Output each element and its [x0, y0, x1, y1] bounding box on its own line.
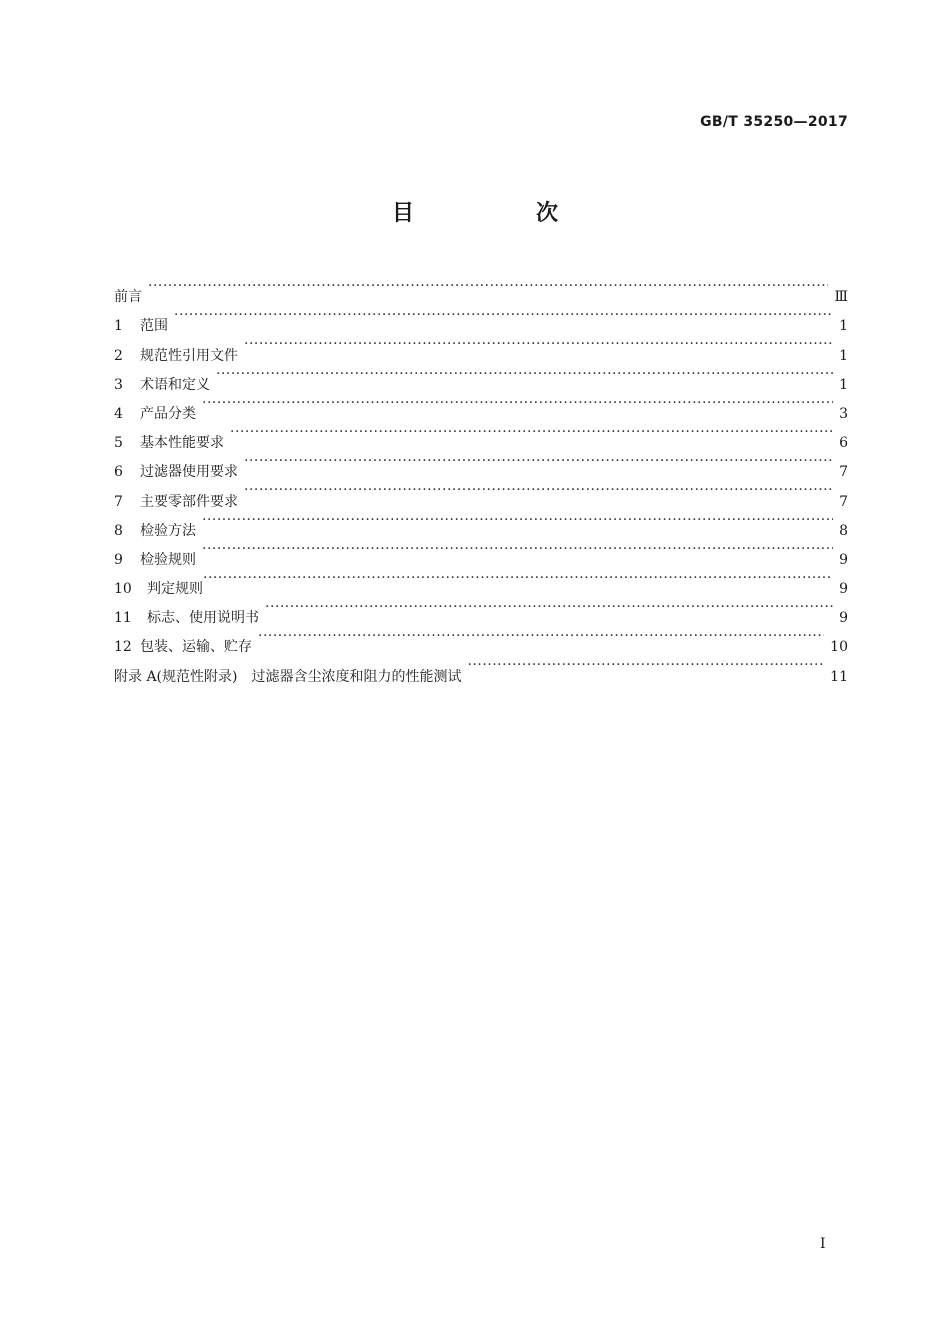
toc-entry-title: 范围 — [140, 318, 168, 335]
toc-leader-dots — [148, 272, 828, 301]
toc-entry-11[interactable] — [114, 593, 848, 627]
toc-entry-title: 检验方法 — [140, 522, 196, 539]
toc-entry-page: Ⅲ — [834, 289, 848, 306]
toc-entry-number: 4 — [114, 405, 123, 422]
toc-leader-dots — [244, 330, 833, 359]
toc-leader-dots — [202, 389, 833, 418]
toc-entry-title: 规范性引用文件 — [140, 347, 238, 364]
toc-entry-title: 检验规则 — [140, 551, 196, 568]
toc-leader-dots — [258, 622, 824, 651]
toc-leader-dots — [244, 447, 833, 476]
toc-entry-page: 3 — [839, 405, 848, 422]
toc-entry-number: 1 — [114, 318, 123, 335]
toc-entry-page: 9 — [839, 581, 848, 598]
toc-entry-title: 基本性能要求 — [140, 435, 224, 452]
toc-entry-page: 9 — [839, 610, 848, 627]
toc-entry-1[interactable] — [114, 301, 848, 335]
toc-entry-page: 1 — [839, 318, 848, 335]
toc-entry-10[interactable] — [114, 564, 848, 598]
toc-entry-number: 5 — [114, 435, 123, 452]
toc-entry-number: 12 — [114, 639, 132, 656]
toc-entry-number: 6 — [114, 464, 123, 481]
toc-entry-page: 8 — [839, 522, 848, 539]
toc-entry-title: 标志、使用说明书 — [147, 610, 259, 627]
toc-entry-number: 9 — [114, 551, 123, 568]
toc-leader-dots — [467, 651, 824, 680]
standard-code: GB/T 35250—2017 — [700, 114, 848, 130]
toc-entry-2[interactable] — [114, 330, 848, 364]
toc-entry-page: 11 — [830, 668, 848, 685]
toc-entry-title: 判定规则 — [147, 581, 203, 598]
toc-entry-foreword[interactable] — [114, 272, 848, 306]
toc-leader-dots — [265, 593, 833, 622]
toc-entry-page: 10 — [830, 639, 848, 656]
toc-leader-dots — [230, 418, 833, 447]
toc-entry-page: 7 — [839, 493, 848, 510]
toc-entry-page: 1 — [839, 376, 848, 393]
toc-leader-dots — [174, 301, 833, 330]
toc-entry-page: 9 — [839, 551, 848, 568]
toc-leader-dots — [202, 535, 833, 564]
toc-leader-dots — [244, 476, 833, 505]
toc-entry-9[interactable] — [114, 535, 848, 568]
toc-entry-page: 7 — [839, 464, 848, 481]
toc-entry-title: 过滤器使用要求 — [140, 464, 238, 481]
toc-entry-title: 术语和定义 — [140, 376, 210, 393]
toc-entry-number: 11 — [114, 610, 132, 627]
toc-entry-number: 7 — [114, 493, 123, 510]
toc-entry-number: 3 — [114, 376, 123, 393]
toc-entry-title: 附录 A(规范性附录) 过滤器含尘浓度和阻力的性能测试 — [114, 668, 462, 685]
toc-leader-dots — [202, 506, 833, 535]
toc-entry-title: 主要零部件要求 — [140, 493, 238, 510]
toc-entry-3[interactable] — [114, 360, 848, 393]
page-title: 目 次 — [391, 201, 608, 226]
toc-leader-dots — [203, 564, 833, 593]
toc-entry-4[interactable] — [114, 389, 848, 422]
toc-entry-number: 10 — [114, 581, 132, 598]
toc-entry-5[interactable] — [114, 418, 848, 452]
page-number: I — [820, 1236, 826, 1252]
toc-entry-page: 1 — [839, 347, 848, 364]
table-of-contents — [114, 272, 848, 685]
toc-entry-page: 6 — [839, 435, 848, 452]
toc-entry-number: 8 — [114, 522, 123, 539]
toc-entry-title: 包装、运输、贮存 — [140, 639, 252, 656]
toc-entry-number: 2 — [114, 347, 123, 364]
toc-entry-8[interactable] — [114, 506, 848, 539]
toc-entry-title: 前言 — [114, 289, 142, 306]
toc-leader-dots — [216, 360, 833, 389]
toc-entry-title: 产品分类 — [140, 405, 196, 422]
